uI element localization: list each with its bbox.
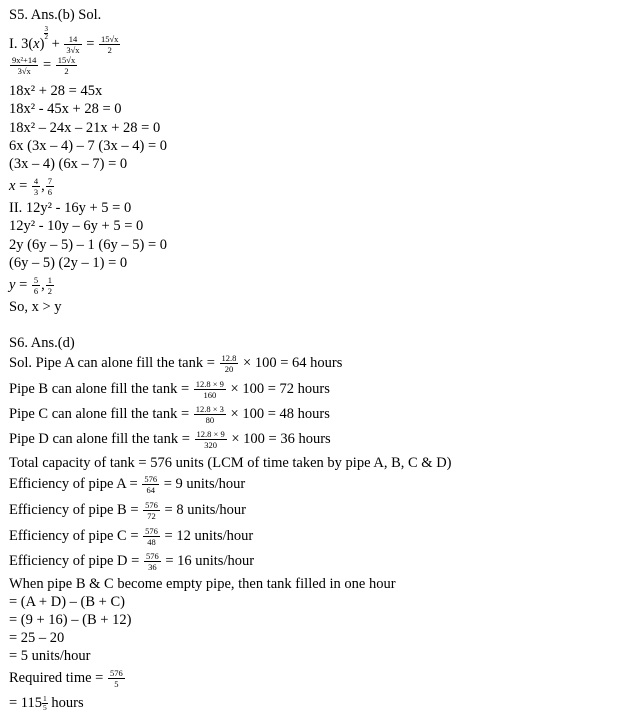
s5-line: 6x (3x – 4) – 7 (3x – 4) = 0 <box>9 138 167 154</box>
fraction: $\frac{576}{36}$ <box>145 551 159 572</box>
fraction: $\frac{576}{64}$ <box>144 474 158 495</box>
fraction: $\frac{15√x}{2}$ <box>101 34 119 56</box>
fraction: $\frac{576}{5}$ <box>109 668 123 689</box>
s5-line: 18x² - 45x + 28 = 0 <box>9 101 122 117</box>
s6-pipe-d: Pipe D can alone fill the tank = $\frac{12.8 \times 9}{320}$ × 100 = 36 hours <box>9 429 331 450</box>
s6-step: = (A + D) – (B + C) <box>9 594 125 610</box>
s5-conclusion: So, x > y <box>9 299 62 315</box>
fraction: $\frac{5}{6}$ <box>33 275 39 296</box>
fraction: $\frac{12.8 \times 9}{320}$ <box>196 429 225 450</box>
s5-line: (6y – 5) (2y – 1) = 0 <box>9 255 128 271</box>
s6-efficiency-b: Efficiency of pipe B = $\frac{576}{72}$ = 8 units/hour <box>9 500 247 521</box>
s6-step: When pipe B & C become empty pipe, then tank filled in one hour <box>9 576 396 592</box>
s6-step: = (9 + 16) – (B + 12) <box>9 612 132 628</box>
fraction: $\frac{1}{2}$ <box>47 275 52 296</box>
s5-line: 2y (6y – 5) – 1 (6y – 5) = 0 <box>9 237 167 253</box>
fraction: $\frac{7}{6}$ <box>47 176 52 197</box>
fraction: $\frac{12.8 \times 9}{160}$ <box>195 379 224 400</box>
s5-equation-1: I. 3(x) $\frac{3}{2}$ + $\frac{14}{3√x}$ = $\frac{15√x}{2}$ <box>9 25 119 56</box>
s5-header: S5. Ans.(b) Sol. <box>9 7 102 23</box>
s5-line: II. 12y² - 16y + 5 = 0 <box>9 200 132 216</box>
s5-equation-2: $\frac{\text{9x²+14}}{3√x}$ = $\frac{15√x}{2}$ <box>12 55 76 76</box>
fraction: $\frac{4}{3}$ <box>33 176 39 197</box>
fraction: $\frac{14}{3√x}$ <box>66 34 80 56</box>
s6-efficiency-c: Efficiency of pipe C = $\frac{576}{48}$ = 12 units/hour <box>9 526 254 547</box>
s6-capacity: Total capacity of tank = 576 units (LCM of time taken by pipe A, B, C & D) <box>9 455 452 471</box>
fraction: $\frac{576}{72}$ <box>145 500 158 521</box>
fraction: $\frac{15√x}{2}$ <box>57 55 76 76</box>
s6-step: = 5 units/hour <box>9 648 91 664</box>
fraction: $\frac{576}{48}$ <box>145 526 158 547</box>
fraction: $\frac{\text{9x²+14}}{3√x}$ <box>12 55 37 76</box>
s6-required-time: Required time = $\frac{576}{5}$ <box>9 668 123 689</box>
s6-pipe-a: Sol. Pipe A can alone fill the tank = $\frac{12.8}{20}$ × 100 = 64 hours <box>9 353 343 374</box>
s6-answer: = 115 $\frac{1}{5}$ hours <box>9 694 84 713</box>
s5-root-x: x = $\frac{4}{3}$ , $\frac{7}{6}$ <box>9 176 52 197</box>
s6-efficiency-a: Efficiency of pipe A = $\frac{576}{64}$ = 9 units/hour <box>9 474 246 495</box>
s6-pipe-b: Pipe B can alone fill the tank = $\frac{12.8 \times 9}{160}$ × 100 = 72 hours <box>9 379 330 400</box>
s5-root-y: y = $\frac{5}{6}$ , $\frac{1}{2}$ <box>9 275 52 296</box>
fraction: $\frac{12.8 \times 3}{80}$ <box>195 404 224 425</box>
fraction: $\frac{12.8}{20}$ <box>221 353 237 374</box>
s5-line: 18x² – 24x – 21x + 28 = 0 <box>9 120 161 136</box>
s5-line: 12y² - 10y – 6y + 5 = 0 <box>9 218 144 234</box>
s6-header: S6. Ans.(d) <box>9 335 75 351</box>
s5-line: 18x² + 28 = 45x <box>9 83 103 99</box>
s6-pipe-c: Pipe C can alone fill the tank = $\frac{12.8 \times 3}{80}$ × 100 = 48 hours <box>9 404 330 425</box>
exponent-fraction: $\frac{3}{2}$ <box>44 25 48 41</box>
s6-efficiency-d: Efficiency of pipe D = $\frac{576}{36}$ = 16 units/hour <box>9 551 255 572</box>
s6-step: = 25 – 20 <box>9 630 65 646</box>
s5-line: (3x – 4) (6x – 7) = 0 <box>9 156 128 172</box>
mixed-fraction: $\frac{1}{5}$ <box>43 694 47 713</box>
